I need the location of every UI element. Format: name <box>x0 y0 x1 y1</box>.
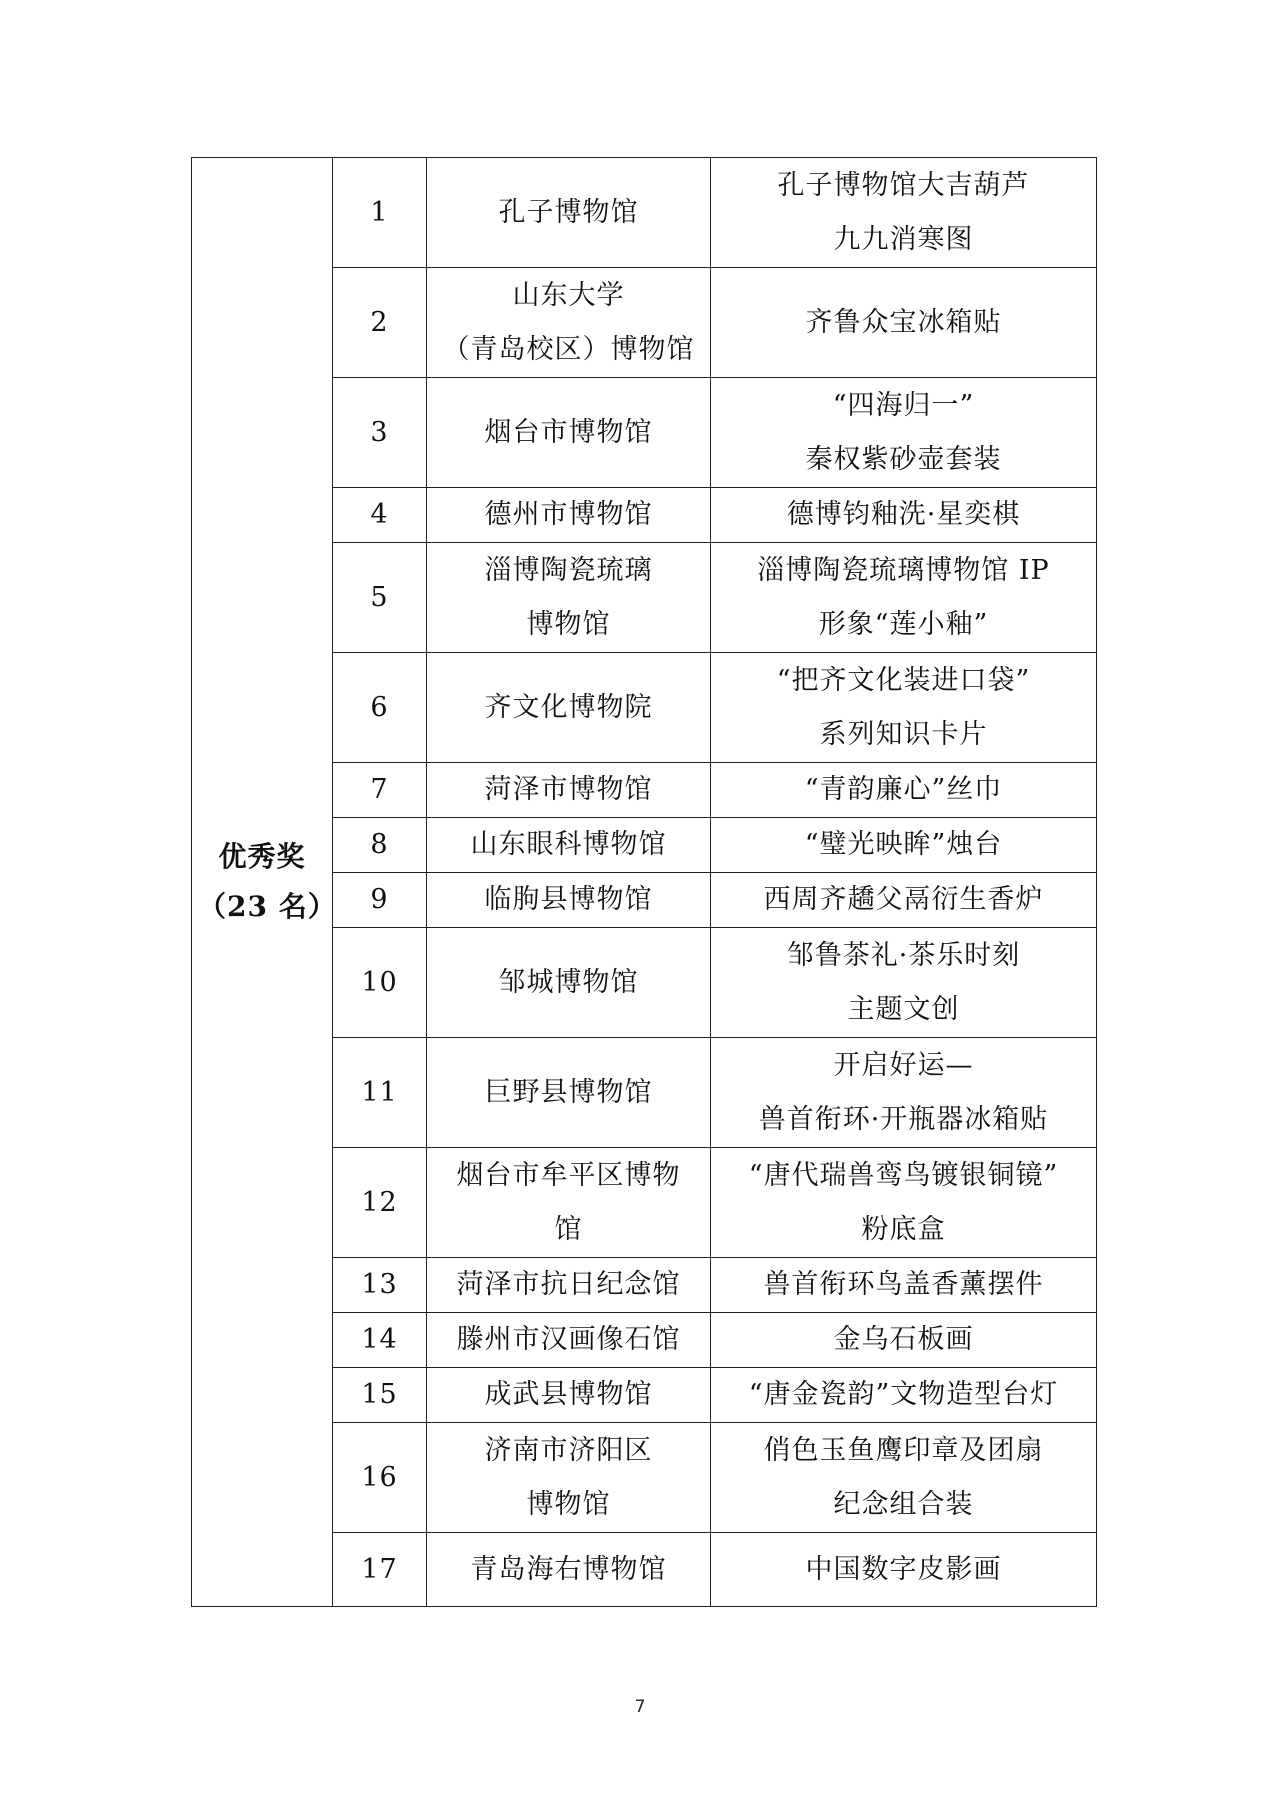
row-number: 8 <box>333 818 427 873</box>
museum-name-cell <box>427 1423 711 1533</box>
museum-name-cell <box>427 1368 711 1423</box>
row-number: 5 <box>333 543 427 653</box>
product-name-cell <box>711 268 1097 378</box>
museum-name-cell <box>427 1258 711 1313</box>
museum-name-line: 博物馆 <box>526 1488 611 1520</box>
row-number: 4 <box>333 488 427 543</box>
museum-name-line: 滕州市汉画像石馆 <box>456 1324 681 1355</box>
product-name-line: “青韵廉心”丝巾 <box>804 774 1003 805</box>
museum-name-cell <box>427 268 711 378</box>
product-name-line: 孔子博物馆大吉葫芦 <box>777 169 1030 201</box>
product-name-cell <box>711 1533 1097 1607</box>
row-number: 11 <box>333 1038 427 1148</box>
page-number: 7 <box>634 1697 646 1717</box>
museum-name-cell <box>427 928 711 1038</box>
product-name-line: 齐鲁众宝冰箱贴 <box>805 306 1002 338</box>
museum-name-cell <box>427 653 711 763</box>
museum-name-line: 临朐县博物馆 <box>484 884 653 915</box>
product-name-cell <box>711 488 1097 543</box>
product-name-line: 俏色玉鱼鹰印章及团扇 <box>763 1434 1044 1466</box>
museum-name-cell <box>427 543 711 653</box>
museum-name-cell <box>427 158 711 268</box>
row-number: 3 <box>333 378 427 488</box>
museum-name-line: 烟台市博物馆 <box>484 416 653 448</box>
award-category-label: 优秀奖 <box>218 840 306 873</box>
product-name-cell <box>711 873 1097 928</box>
museum-name-line: 山东眼科博物馆 <box>470 829 667 860</box>
museum-name-line: 博物馆 <box>526 608 611 640</box>
award-table <box>191 157 1097 1607</box>
table-body <box>192 158 1097 1607</box>
row-number: 16 <box>333 1423 427 1533</box>
product-name-line: “唐金瓷韵”文物造型台灯 <box>748 1379 1059 1410</box>
product-name-cell <box>711 1038 1097 1148</box>
product-name-line: 主题文创 <box>847 993 960 1025</box>
product-name-cell <box>711 378 1097 488</box>
row-number: 17 <box>333 1533 427 1607</box>
museum-name-cell <box>427 763 711 818</box>
table-row <box>192 158 1097 268</box>
museum-name-cell <box>427 488 711 543</box>
museum-name-line: （青岛校区）博物馆 <box>442 333 695 365</box>
museum-name-cell <box>427 1148 711 1258</box>
museum-name-line: 山东大学 <box>512 279 625 311</box>
product-name-line: 形象“莲小釉” <box>818 608 989 640</box>
product-name-cell <box>711 158 1097 268</box>
product-name-line: 开启好运— <box>833 1049 974 1081</box>
product-name-line: “唐代瑞兽鸾鸟镀银铜镜” <box>748 1159 1059 1191</box>
museum-name-line: 菏泽市抗日纪念馆 <box>456 1269 681 1300</box>
museum-name-line: 孔子博物馆 <box>498 196 639 228</box>
museum-name-line: 馆 <box>554 1213 583 1245</box>
museum-name-line: 烟台市牟平区博物 <box>456 1159 681 1191</box>
product-name-line: 金乌石板画 <box>833 1324 974 1355</box>
product-name-cell <box>711 928 1097 1038</box>
row-number: 13 <box>333 1258 427 1313</box>
row-number: 2 <box>333 268 427 378</box>
product-name-line: 纪念组合装 <box>833 1488 974 1520</box>
product-name-line: 九九消寒图 <box>833 223 974 255</box>
product-name-line: 淄博陶瓷琉璃博物馆 IP <box>757 554 1050 586</box>
product-name-line: “四海归一” <box>832 389 975 421</box>
product-name-cell <box>711 1258 1097 1313</box>
product-name-line: 秦权紫砂壶套装 <box>805 443 1002 475</box>
product-name-line: 邹鲁茶礼·茶乐时刻 <box>786 939 1021 971</box>
award-category-cell <box>192 158 337 1607</box>
museum-name-line: 齐文化博物院 <box>484 691 653 723</box>
product-name-cell <box>711 1313 1097 1368</box>
museum-name-line: 巨野县博物馆 <box>484 1076 653 1108</box>
museum-name-cell <box>427 873 711 928</box>
museum-name-cell <box>427 1533 711 1607</box>
product-name-cell <box>711 1423 1097 1533</box>
product-name-line: “把齐文化装进口袋” <box>776 664 1031 696</box>
museum-name-cell <box>427 1313 711 1368</box>
product-name-line: 德博钧釉洗·星奕棋 <box>786 499 1021 530</box>
museum-name-line: 青岛海右博物馆 <box>470 1553 667 1585</box>
museum-name-line: 德州市博物馆 <box>484 499 653 530</box>
product-name-line: 中国数字皮影画 <box>805 1553 1002 1585</box>
product-name-line: “璧光映眸”烛台 <box>804 829 1003 860</box>
row-number: 12 <box>333 1148 427 1258</box>
product-name-line: 兽首衔环·开瓶器冰箱贴 <box>758 1103 1049 1135</box>
museum-name-line: 菏泽市博物馆 <box>484 774 653 805</box>
product-name-line: 粉底盒 <box>861 1213 946 1245</box>
row-number: 1 <box>333 158 427 268</box>
product-name-cell <box>711 1148 1097 1258</box>
product-name-line: 西周齐趫父鬲衍生香炉 <box>763 884 1044 915</box>
product-name-cell <box>711 543 1097 653</box>
row-number: 6 <box>333 653 427 763</box>
product-name-cell <box>711 763 1097 818</box>
row-number: 9 <box>333 873 427 928</box>
row-number: 15 <box>333 1368 427 1423</box>
museum-name-cell <box>427 378 711 488</box>
museum-name-line: 邹城博物馆 <box>498 966 639 998</box>
award-category-label: （23 名） <box>198 890 337 923</box>
museum-name-cell <box>427 818 711 873</box>
product-name-cell <box>711 818 1097 873</box>
row-number: 7 <box>333 763 427 818</box>
row-number: 14 <box>333 1313 427 1368</box>
product-name-cell <box>711 1368 1097 1423</box>
product-name-cell <box>711 653 1097 763</box>
product-name-line: 兽首衔环鸟盖香薰摆件 <box>763 1269 1044 1300</box>
museum-name-line: 淄博陶瓷琉璃 <box>484 554 653 586</box>
museum-name-line: 成武县博物馆 <box>484 1379 653 1410</box>
row-number: 10 <box>333 928 427 1038</box>
museum-name-line: 济南市济阳区 <box>484 1434 653 1466</box>
museum-name-cell <box>427 1038 711 1148</box>
product-name-line: 系列知识卡片 <box>819 718 988 750</box>
